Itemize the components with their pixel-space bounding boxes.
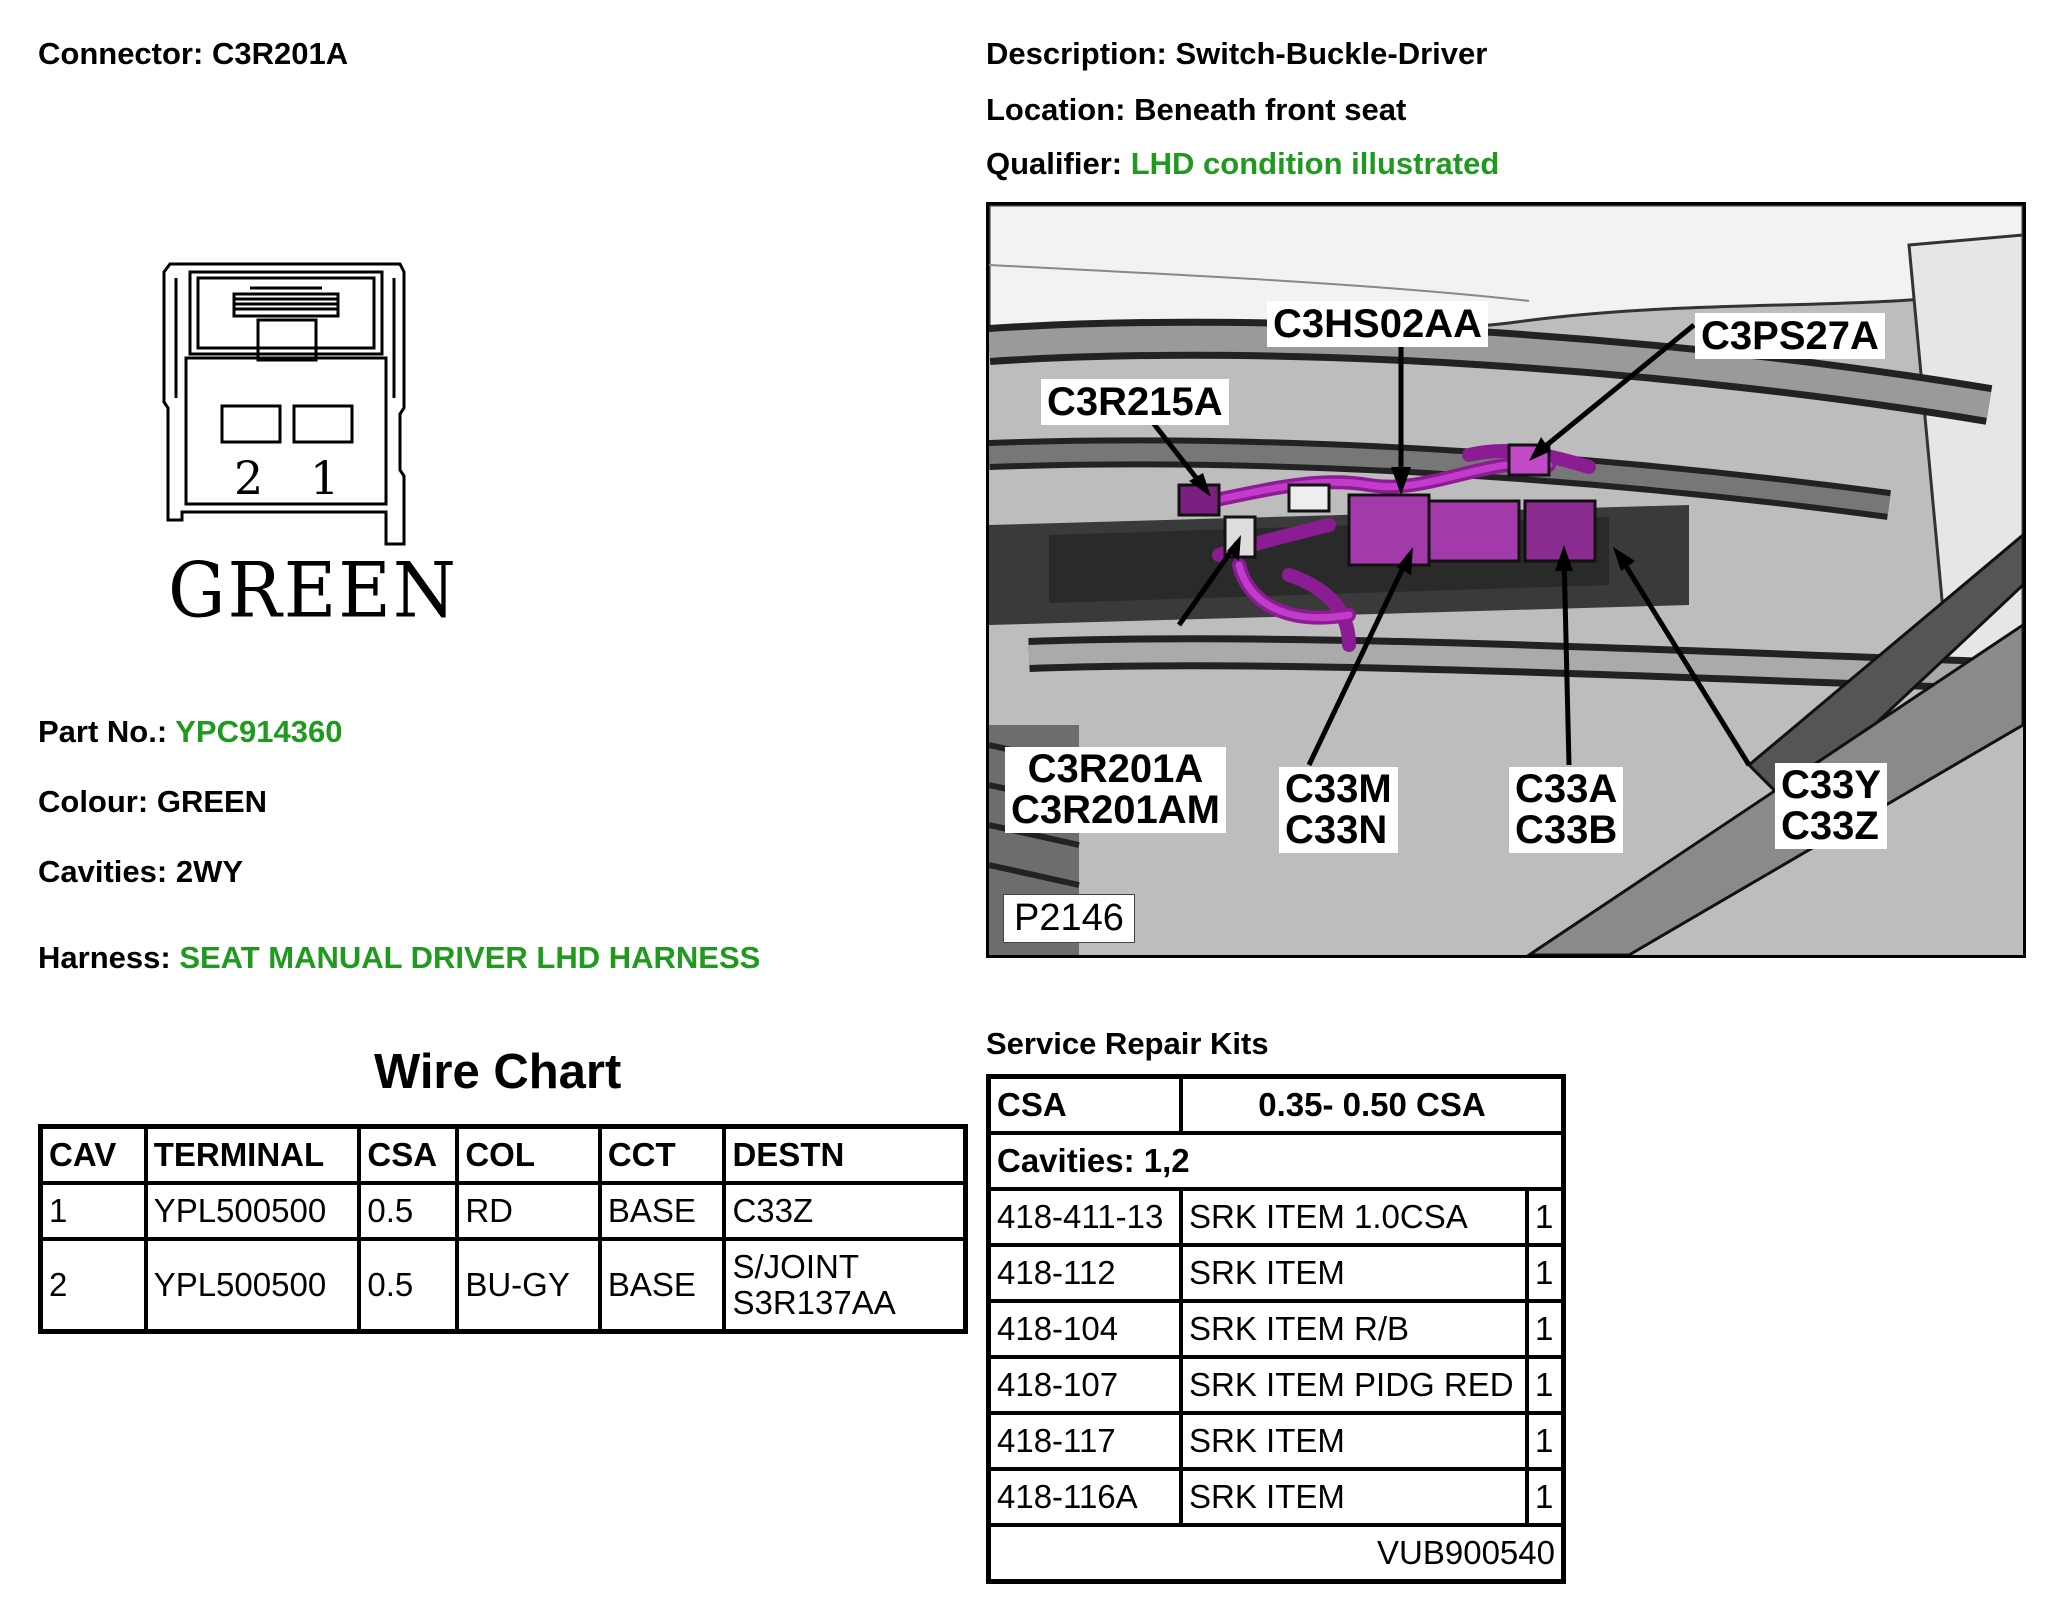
srk-desc: SRK ITEM — [1181, 1245, 1527, 1301]
location-field — [986, 92, 1406, 128]
callout-c33y — [1775, 763, 1887, 849]
photo-id-label: P2146 — [1003, 894, 1135, 943]
description-value: Switch-Buckle-Driver — [1175, 36, 1488, 71]
srk-footer-row — [989, 1525, 1564, 1582]
cavities-field — [38, 854, 243, 890]
table-row — [989, 1189, 1564, 1245]
callout-c33a-line1: C33A — [1515, 767, 1618, 811]
srk-qty: 1 — [1527, 1301, 1564, 1357]
callout-c33m — [1279, 767, 1398, 853]
cell-destn: C33Z — [724, 1183, 965, 1239]
srk-part: 418-107 — [989, 1357, 1182, 1413]
cell-csa: 0.5 — [359, 1239, 457, 1332]
header-cav: CAV — [41, 1127, 146, 1184]
srk-csa-value: 0.35- 0.50 CSA — [1181, 1077, 1564, 1134]
qualifier-label: Qualifier: — [986, 146, 1123, 181]
location-value: Beneath front seat — [1134, 92, 1407, 127]
callout-c3r201a — [1005, 747, 1226, 833]
connector-label: Connector: — [38, 36, 204, 71]
srk-part: 418-116A — [989, 1469, 1182, 1525]
connector-colour-text: GREEN — [168, 545, 458, 635]
srk-csa-label: CSA — [989, 1077, 1182, 1134]
callout-c3r201a-line1: C3R201A — [1027, 747, 1204, 791]
cavity-label-2: 2 — [234, 451, 264, 505]
connector-field — [38, 36, 348, 72]
callout-c33a-line2: C33B — [1515, 808, 1618, 852]
table-row — [989, 1301, 1564, 1357]
callout-c33m-line1: C33M — [1285, 767, 1392, 811]
connector-face-drawing — [160, 258, 420, 558]
header-col: COL — [457, 1127, 599, 1184]
srk-qty: 1 — [1527, 1245, 1564, 1301]
srk-part: 418-112 — [989, 1245, 1182, 1301]
wire-chart-table — [38, 1124, 968, 1334]
wire-chart-header-row — [41, 1127, 966, 1184]
srk-part: 418-117 — [989, 1413, 1182, 1469]
cell-cct: BASE — [600, 1183, 725, 1239]
callout-c3hs02aa: C3HS02AA — [1267, 301, 1488, 347]
cell-col: BU-GY — [457, 1239, 599, 1332]
table-row — [41, 1183, 966, 1239]
cell-terminal: YPL500500 — [146, 1183, 360, 1239]
header-terminal: TERMINAL — [146, 1127, 360, 1184]
srk-qty: 1 — [1527, 1413, 1564, 1469]
qualifier-field — [986, 146, 1499, 182]
wire-chart-title: Wire Chart — [374, 1045, 622, 1099]
cell-cav: 1 — [41, 1183, 146, 1239]
part-no-label: Part No.: — [38, 714, 168, 749]
srk-cavities: Cavities: 1,2 — [989, 1133, 1564, 1189]
qualifier-value: LHD condition illustrated — [1130, 146, 1500, 181]
srk-qty: 1 — [1527, 1469, 1564, 1525]
table-row — [989, 1413, 1564, 1469]
cell-cct: BASE — [600, 1239, 725, 1332]
srk-desc: SRK ITEM 1.0CSA — [1181, 1189, 1527, 1245]
harness-value: SEAT MANUAL DRIVER LHD HARNESS — [179, 940, 761, 975]
callout-c3r215a: C3R215A — [1041, 379, 1229, 425]
description-field — [986, 36, 1487, 72]
srk-desc: SRK ITEM — [1181, 1413, 1527, 1469]
colour-value: GREEN — [156, 784, 268, 819]
callout-c33y-line2: C33Z — [1781, 804, 1879, 848]
cell-cav: 2 — [41, 1239, 146, 1332]
colour-label: Colour: — [38, 784, 149, 819]
table-row — [989, 1357, 1564, 1413]
colour-field — [38, 784, 267, 820]
callout-c3r201a-line2: C3R201AM — [1011, 788, 1220, 832]
srk-desc: SRK ITEM R/B — [1181, 1301, 1527, 1357]
cavities-value: 2WY — [175, 854, 244, 889]
table-row — [41, 1239, 966, 1332]
cell-col: RD — [457, 1183, 599, 1239]
location-photo — [986, 202, 2026, 958]
srk-desc: SRK ITEM PIDG RED — [1181, 1357, 1527, 1413]
table-row — [989, 1469, 1564, 1525]
header-destn: DESTN — [724, 1127, 965, 1184]
srk-title: Service Repair Kits — [986, 1026, 1269, 1061]
description-label: Description: — [986, 36, 1167, 71]
srk-footer: VUB900540 — [989, 1525, 1564, 1582]
table-row — [989, 1245, 1564, 1301]
srk-qty: 1 — [1527, 1357, 1564, 1413]
cell-csa: 0.5 — [359, 1183, 457, 1239]
srk-table — [986, 1074, 1566, 1584]
srk-cavities-row — [989, 1133, 1564, 1189]
cell-terminal: YPL500500 — [146, 1239, 360, 1332]
header-cct: CCT — [600, 1127, 725, 1184]
cell-destn: S/JOINT S3R137AA — [724, 1239, 965, 1332]
callout-c33a — [1509, 767, 1623, 853]
part-no-value: YPC914360 — [175, 714, 343, 749]
srk-desc: SRK ITEM — [1181, 1469, 1527, 1525]
srk-qty: 1 — [1527, 1189, 1564, 1245]
connector-value: C3R201A — [211, 36, 349, 71]
cavities-label: Cavities: — [38, 854, 168, 889]
srk-csa-row — [989, 1077, 1564, 1134]
callout-c3ps27a: C3PS27A — [1695, 313, 1885, 359]
part-no-field — [38, 714, 342, 750]
callout-c33y-line1: C33Y — [1781, 763, 1882, 807]
srk-part: 418-411-13 — [989, 1189, 1182, 1245]
location-label: Location: — [986, 92, 1126, 127]
harness-field — [38, 940, 760, 976]
header-csa: CSA — [359, 1127, 457, 1184]
srk-part: 418-104 — [989, 1301, 1182, 1357]
harness-label: Harness: — [38, 940, 171, 975]
cavity-label-1: 1 — [310, 451, 340, 505]
callout-c33m-line2: C33N — [1285, 808, 1388, 852]
